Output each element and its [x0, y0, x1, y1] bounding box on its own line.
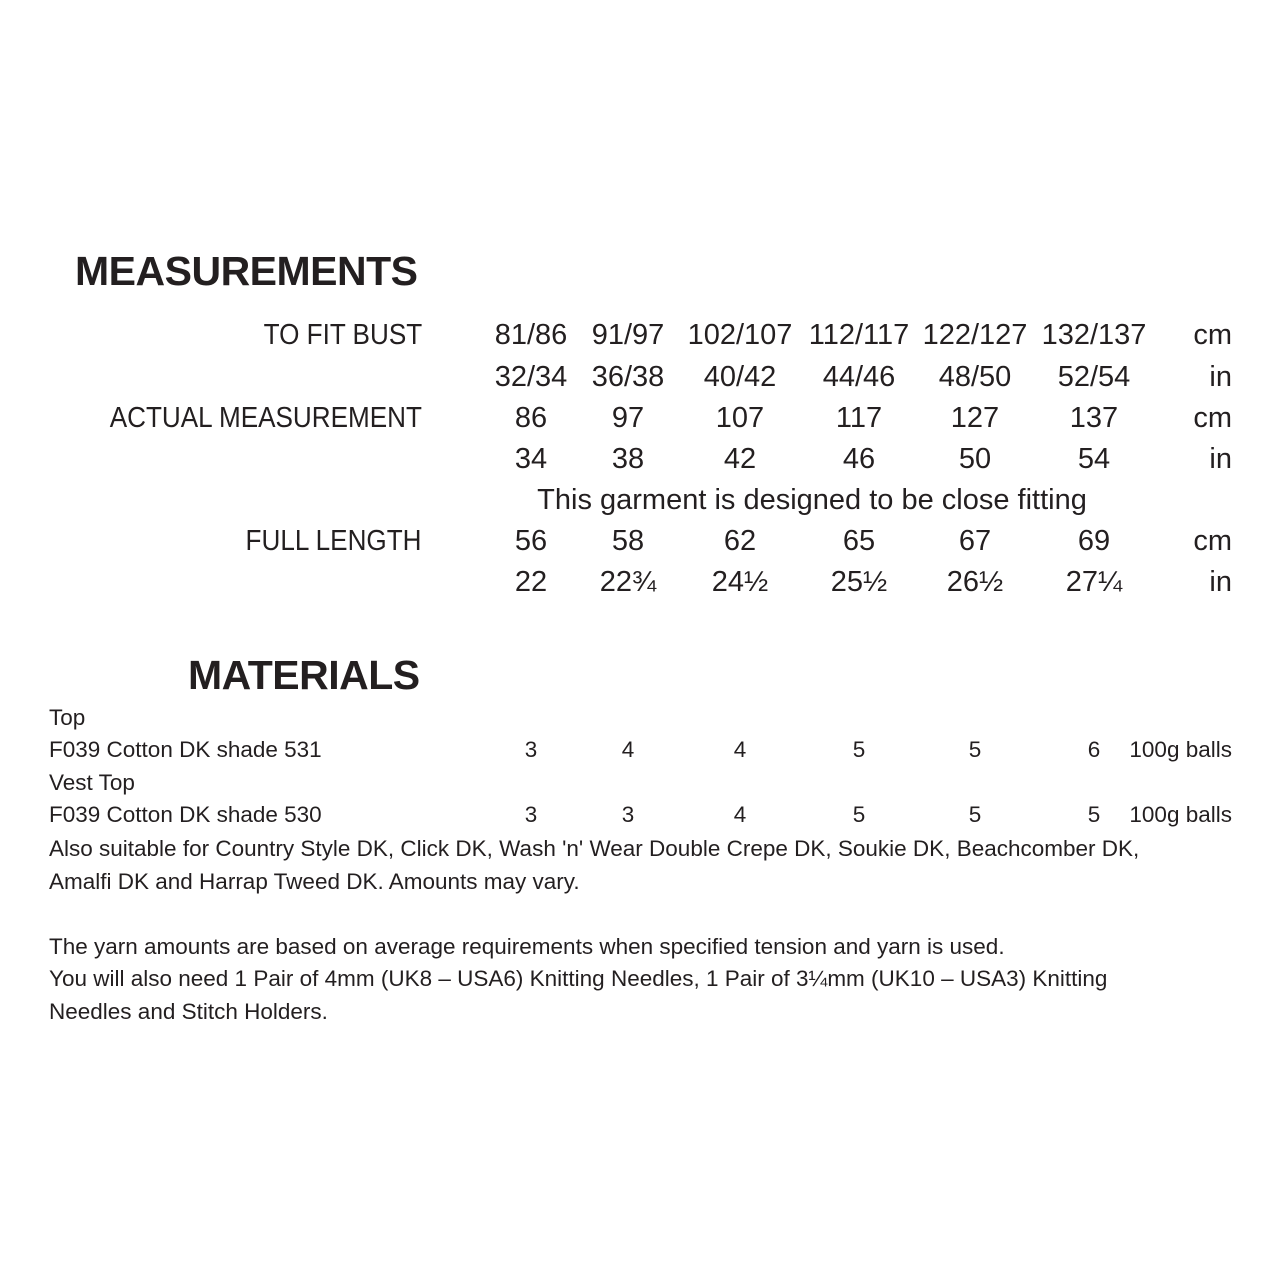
- table-cell: 69: [1077, 525, 1111, 557]
- unit-label: cm: [1193, 319, 1232, 351]
- unit-label: cm: [1193, 525, 1232, 557]
- row-label-actual-measurement: ACTUAL MEASUREMENT: [109, 402, 422, 434]
- table-cell: 65: [842, 525, 876, 557]
- table-cell: 54: [1077, 443, 1111, 475]
- row-label-full-length: FULL LENGTH: [246, 525, 422, 557]
- table-cell: 36/38: [591, 361, 665, 393]
- material-yarn: F039 Cotton DK shade 531: [49, 737, 322, 762]
- material-quantity: 3: [524, 802, 538, 827]
- row-label-to-fit-bust: TO FIT BUST: [263, 319, 422, 351]
- material-quantity: 5: [968, 802, 982, 827]
- table-cell: 122/127: [922, 319, 1028, 351]
- table-cell: 32/34: [494, 361, 568, 393]
- unit-label: in: [1209, 361, 1232, 393]
- table-cell: 132/137: [1041, 319, 1147, 351]
- table-cell: 117: [835, 402, 883, 434]
- notes-text: Needles and Stitch Holders.: [49, 999, 328, 1024]
- table-cell: 52/54: [1057, 361, 1131, 393]
- material-unit: 100g balls: [1129, 737, 1232, 762]
- table-cell: 44/46: [822, 361, 896, 393]
- table-cell: 112/117: [808, 319, 910, 351]
- table-cell: 38: [611, 443, 645, 475]
- materials-heading: MATERIALS: [188, 652, 420, 698]
- material-quantity: 5: [1087, 802, 1101, 827]
- material-quantity: 4: [733, 802, 747, 827]
- table-cell: 46: [842, 443, 876, 475]
- table-cell: 40/42: [703, 361, 777, 393]
- material-quantity: 3: [524, 737, 538, 762]
- table-cell: 86: [514, 402, 548, 434]
- table-cell: 22¾: [599, 566, 657, 598]
- material-quantity: 5: [852, 737, 866, 762]
- table-cell: 56: [514, 525, 548, 557]
- table-cell: 27¼: [1065, 566, 1123, 598]
- notes-text: The yarn amounts are based on average requirements when specified tension and yarn is used.: [49, 934, 1005, 959]
- material-title-vest-top: Vest Top: [49, 770, 135, 795]
- table-cell: 102/107: [687, 319, 793, 351]
- material-quantity: 3: [621, 802, 635, 827]
- material-quantity: 5: [968, 737, 982, 762]
- material-quantity: 4: [621, 737, 635, 762]
- material-yarn: F039 Cotton DK shade 530: [49, 802, 322, 827]
- table-cell: 25½: [830, 566, 888, 598]
- close-fitting-note: This garment is designed to be close fitting: [537, 484, 1087, 516]
- table-cell: 34: [514, 443, 548, 475]
- material-quantity: 4: [733, 737, 747, 762]
- table-cell: 24½: [711, 566, 769, 598]
- table-cell: 97: [611, 402, 645, 434]
- table-cell: 50: [958, 443, 992, 475]
- material-unit: 100g balls: [1129, 802, 1232, 827]
- unit-label: in: [1209, 566, 1232, 598]
- alternatives-text: Also suitable for Country Style DK, Click DK, Wash 'n' Wear Double Crepe DK, Soukie DK, Beachcomber DK,: [49, 836, 1140, 861]
- unit-label: cm: [1193, 402, 1232, 434]
- notes-text: You will also need 1 Pair of 4mm (UK8 – USA6) Knitting Needles, 1 Pair of 3¼mm (UK10 – USA3) Knitting: [49, 966, 1108, 991]
- table-cell: 127: [950, 402, 1000, 434]
- table-cell: 107: [715, 402, 765, 434]
- material-quantity: 6: [1087, 737, 1101, 762]
- table-cell: 48/50: [938, 361, 1012, 393]
- material-quantity: 5: [852, 802, 866, 827]
- table-cell: 22: [514, 566, 548, 598]
- table-cell: 67: [958, 525, 992, 557]
- measurements-heading: MEASUREMENTS: [75, 248, 418, 294]
- table-cell: 62: [723, 525, 757, 557]
- table-cell: 81/86: [494, 319, 568, 351]
- material-title-top: Top: [49, 705, 86, 730]
- table-cell: 91/97: [591, 319, 665, 351]
- alternatives-text: Amalfi DK and Harrap Tweed DK. Amounts may vary.: [49, 869, 580, 894]
- table-cell: 26½: [946, 566, 1004, 598]
- table-cell: 137: [1069, 402, 1119, 434]
- table-cell: 42: [723, 443, 757, 475]
- unit-label: in: [1209, 443, 1232, 475]
- table-cell: 58: [611, 525, 645, 557]
